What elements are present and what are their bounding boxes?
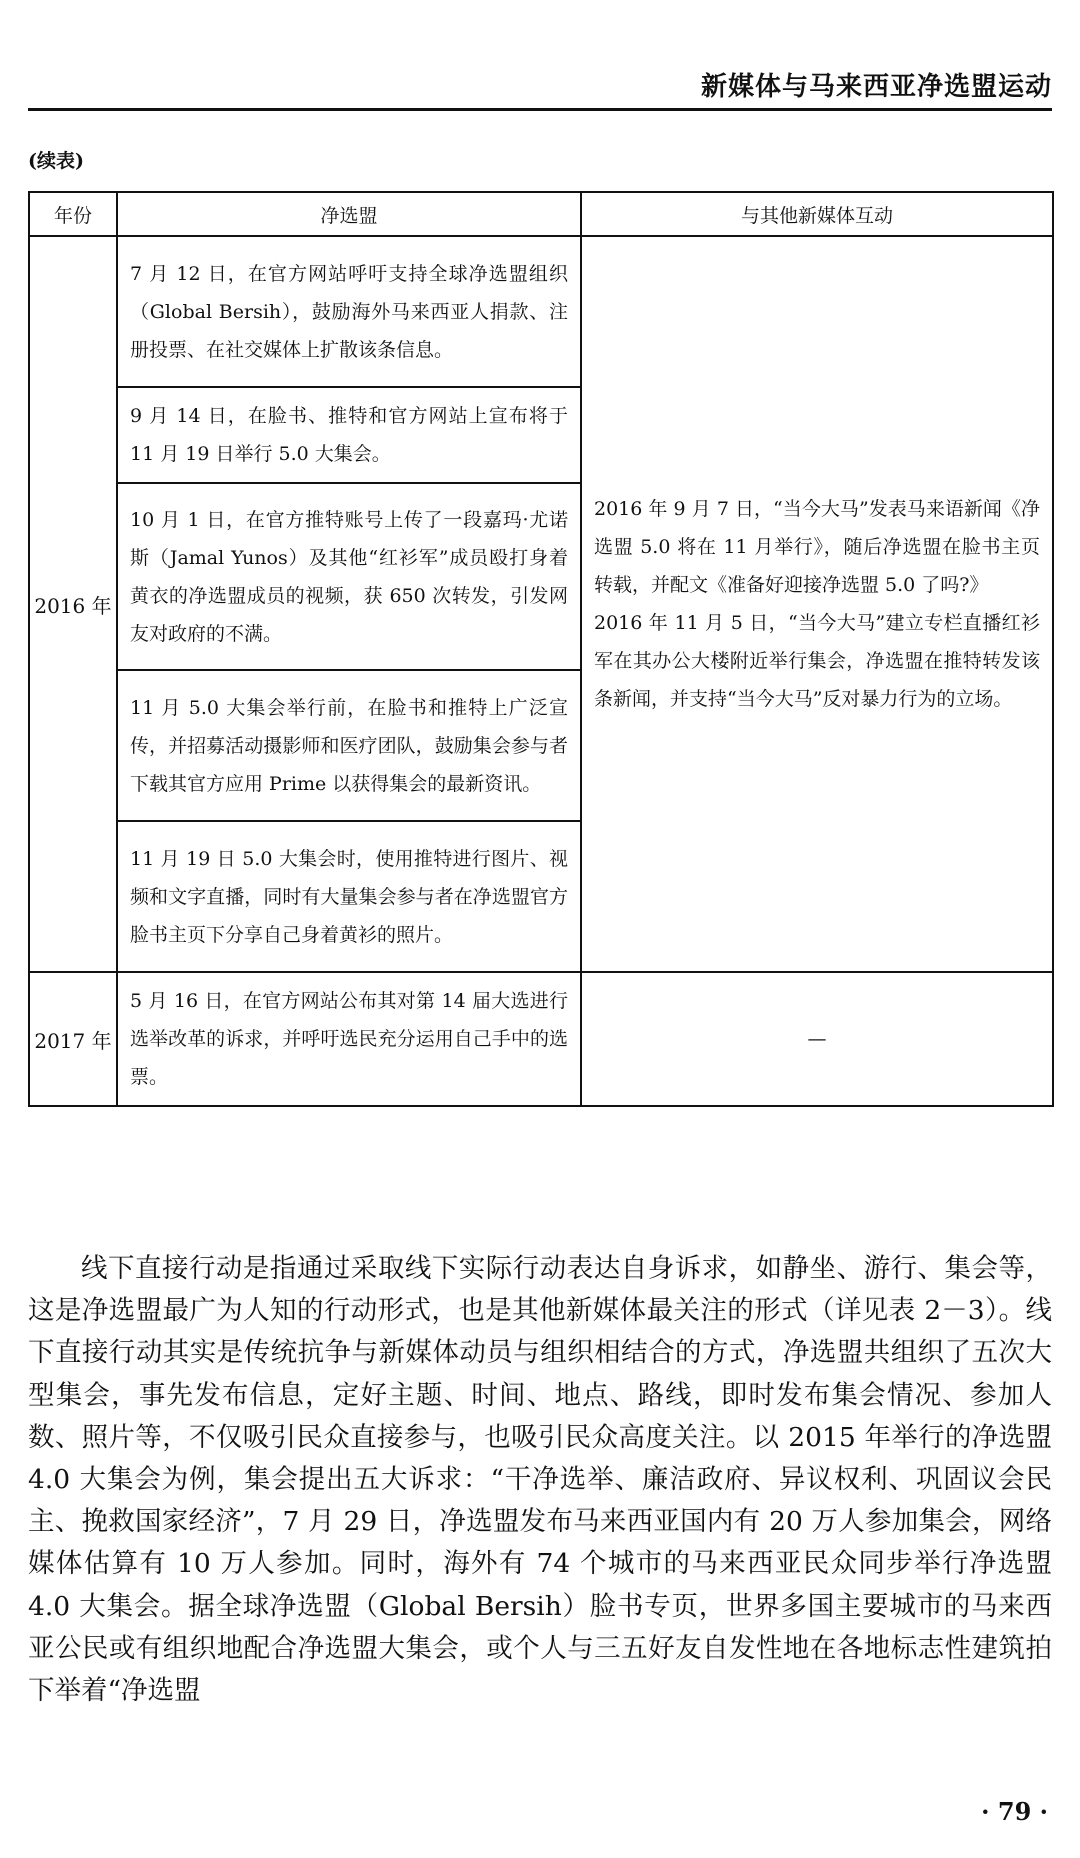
- running-header-title: 新媒体与马来西亚净选盟运动: [700, 72, 1052, 102]
- bersih-cell: 5 月 16 日，在官方网站公布其对第 14 届大选进行选举改革的诉求，并呼吁选民充分运用自己手中的选票。: [117, 972, 581, 1106]
- bersih-cell: 11 月 5.0 大集会举行前，在脸书和推特上广泛宣传，并招募活动摄影师和医疗团队，鼓励集会参与者下载其官方应用 Prime 以获得集会的最新资讯。: [117, 670, 581, 821]
- year-cell-2016: 2016 年: [29, 236, 117, 972]
- other-media-entry: 2016 年 11 月 5 日，“当今大马”建立专栏直播红衫军在其办公大楼附近举行集会，净选盟在推特转发该条新闻，并支持“当今大马”反对暴力行为的立场。: [594, 612, 1040, 710]
- table-header-row: [29, 192, 1053, 236]
- bersih-cell: 7 月 12 日，在官方网站呼吁支持全球净选盟组织（Global Bersih），鼓励海外马来西亚人捐款、注册投票、在社交媒体上扩散该条信息。: [117, 236, 581, 387]
- table-row: [29, 972, 1053, 1106]
- continued-label: (续表): [28, 150, 84, 172]
- bersih-cell: 9 月 14 日，在脸书、推特和官方网站上宣布将于 11 月 19 日举行 5.0 大集会。: [117, 387, 581, 483]
- other-media-cell-2016: [581, 236, 1053, 972]
- bersih-cell: 10 月 1 日，在官方推特账号上传了一段嘉玛·尤诺斯（Jamal Yunos）及其他“红衫军”成员殴打身着黄衣的净选盟成员的视频，获 650 次转发，引发网友对政府的不满。: [117, 483, 581, 670]
- col-header-other-media: 与其他新媒体互动: [581, 192, 1053, 236]
- year-cell-2017: 2017 年: [29, 972, 117, 1106]
- body-paragraph: 线下直接行动是指通过采取线下实际行动表达自身诉求，如静坐、游行、集会等，这是净选盟最广为人知的行动形式，也是其他新媒体最关注的形式（详见表 2－3）。线下直接行动其实是传统抗争与新媒体动员与组织相结合的方式，净选盟共组织了五次大型集会，事先发布信息，定好主题、时间、地点、路线，即时发布集会情况、参加人数、照片等，不仅吸引民众直接参与，也吸引民众高度关注。以 2015 年举行的净选盟 4.0 大集会为例，集会提出五大诉求：“干净选举、廉洁政府、异议权利、巩固议会民主、挽救国家经济”，7 月 29 日，净选盟发布马来西亚国内有 20 万人参加集会，网络媒体估算有 10 万人参加。同时，海外有 74 个城市的马来西亚民众同步举行净选盟 4.0 大集会。据全球净选盟（Global Bersih）脸书专页，世界多国主要城市的马来西亚公民或有组织地配合净选盟大集会，或个人与三五好友自发性地在各地标志性建筑拍下举着“净选盟: [28, 1253, 1052, 1707]
- other-media-cell-2017: —: [581, 972, 1053, 1106]
- data-table: [28, 191, 1054, 1107]
- col-header-bersih: 净选盟: [117, 192, 581, 236]
- col-header-year: 年份: [29, 192, 117, 236]
- page-number: · 79 ·: [981, 1797, 1048, 1826]
- table-row: [29, 236, 1053, 387]
- other-media-entry: 2016 年 9 月 7 日，“当今大马”发表马来语新闻《净选盟 5.0 将在 11 月举行》，随后净选盟在脸书主页转载，并配文《准备好迎接净选盟 5.0 了吗?》: [594, 498, 1040, 596]
- bersih-cell: 11 月 19 日 5.0 大集会时，使用推特进行图片、视频和文字直播，同时有大量集会参与者在净选盟官方脸书主页下分享自己身着黄衫的照片。: [117, 821, 581, 972]
- running-header: [28, 62, 1052, 111]
